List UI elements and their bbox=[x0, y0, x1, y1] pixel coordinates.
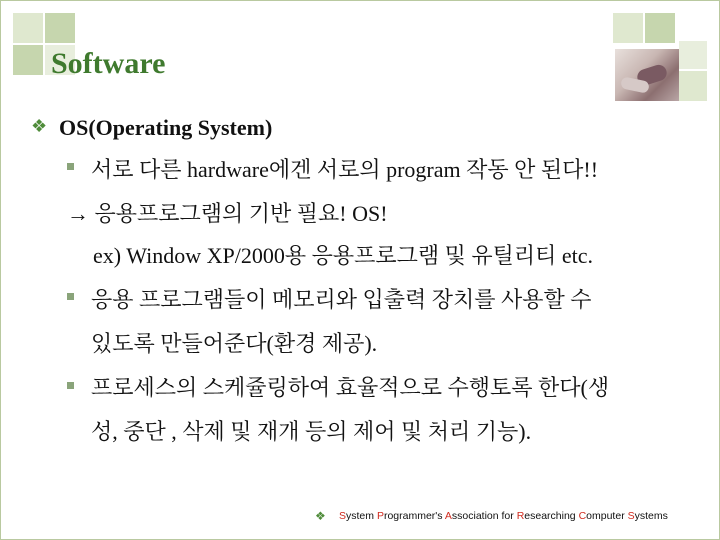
deco-square bbox=[45, 13, 75, 43]
footer-segment: rogrammer's bbox=[383, 510, 445, 522]
bullet-line: 있도록 만들어준다(환경 제공). bbox=[91, 331, 378, 356]
footer-organization bbox=[339, 510, 668, 522]
square-bullet-icon bbox=[67, 163, 74, 170]
footer-segment: ystem bbox=[346, 510, 377, 522]
footer-segment: S bbox=[627, 510, 635, 522]
square-bullet-icon bbox=[67, 382, 74, 389]
deco-square bbox=[613, 13, 643, 43]
bullet-line: → 응용프로그램의 기반 필요! OS! bbox=[67, 201, 388, 226]
footer-segment: C bbox=[578, 510, 587, 522]
footer-segment: S bbox=[339, 510, 347, 522]
slide-title: Software bbox=[51, 47, 166, 80]
footer-segment: A bbox=[444, 510, 452, 522]
section-heading: OS(Operating System) bbox=[59, 115, 273, 140]
bullet-line: 서로 다른 hardware에겐 서로의 program 작동 안 된다!! bbox=[91, 157, 599, 182]
square-bullet-icon bbox=[67, 293, 74, 300]
footer-segment: omputer bbox=[586, 510, 628, 522]
deco-square bbox=[13, 45, 43, 75]
bullet-line: 응용 프로그램들이 메모리와 입출력 장치를 사용할 수 bbox=[91, 287, 592, 312]
footer-segment: P bbox=[376, 510, 384, 522]
footer-segment: esearching bbox=[524, 510, 579, 522]
deco-square bbox=[679, 41, 707, 69]
footer-segment: ssociation for bbox=[451, 510, 517, 522]
diamond-bullet-icon: ❖ bbox=[31, 116, 48, 136]
bullet-line: 프로세스의 스케쥴링하여 효율적으로 수행토록 한다(생 bbox=[91, 375, 610, 400]
footer-diamond-icon: ❖ bbox=[315, 509, 326, 523]
deco-square bbox=[645, 13, 675, 43]
deco-square bbox=[13, 13, 43, 43]
bullet-line: ex) Window XP/2000용 응용프로그램 및 유틸리티 etc. bbox=[93, 243, 593, 268]
deco-square bbox=[679, 71, 707, 101]
bullet-line: 성, 중단 , 삭제 및 재개 등의 제어 및 처리 기능). bbox=[91, 419, 532, 444]
header-photo bbox=[615, 49, 679, 101]
footer-segment: ystems bbox=[634, 510, 668, 522]
footer-segment: R bbox=[516, 510, 525, 522]
